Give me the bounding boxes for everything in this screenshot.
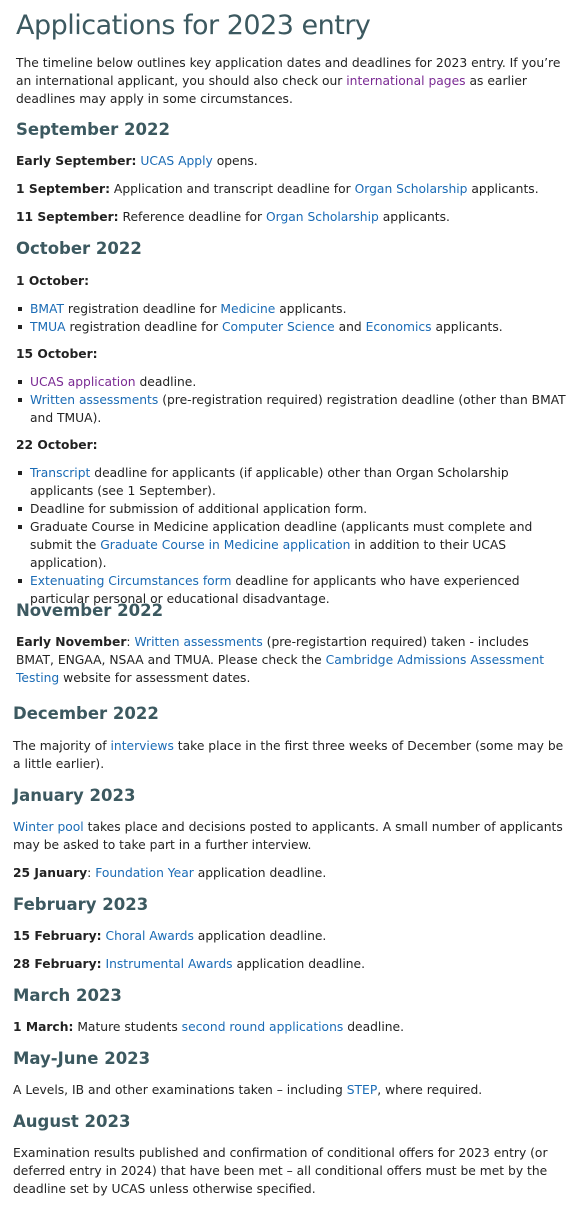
transcript-link[interactable]: Transcript bbox=[30, 466, 91, 480]
entry-text: Application and transcript deadline for bbox=[110, 182, 355, 196]
aug-paragraph: Examination results published and confirmation of conditional offers for 2023 entry (or deferred entry in 2024) that have been met – all conditional offers must be met by the deadline set by UCAS unless otherwise specified. bbox=[13, 1146, 548, 1196]
nov-early-november bbox=[16, 633, 566, 687]
feb-28-february bbox=[13, 955, 565, 973]
computer-science-link[interactable]: Computer Science bbox=[221, 320, 335, 334]
ucas-application-link[interactable]: UCAS application bbox=[30, 375, 136, 389]
entry-text: deadline. bbox=[343, 1020, 405, 1034]
intro-paragraph bbox=[16, 54, 561, 108]
organ-scholarship-link[interactable]: Organ Scholarship bbox=[265, 210, 379, 224]
entry-text: applicants. bbox=[275, 302, 347, 316]
intro-text: The timeline below outlines key application dates and deadlines for 2023 entry. If you’re an international applicant, you should also check our bbox=[16, 56, 561, 88]
entry-text: and bbox=[334, 320, 366, 334]
date-label: 1 October: bbox=[16, 274, 90, 288]
step-link[interactable]: STEP bbox=[346, 1083, 378, 1097]
heading-march-2023: March 2023 bbox=[13, 986, 122, 1005]
date-label: 22 October: bbox=[16, 438, 98, 452]
entry-text: : bbox=[126, 635, 135, 649]
entry-text: A Levels, IB and other examinations taken – including bbox=[13, 1083, 347, 1097]
date-label: 28 February: bbox=[13, 957, 102, 971]
instrumental-awards-link[interactable]: Instrumental Awards bbox=[105, 957, 233, 971]
oct-1-list bbox=[16, 300, 571, 336]
dec-paragraph bbox=[13, 737, 565, 773]
entry-text: takes place and decisions posted to applicants. A small number of applicants may be asked to take part in a further interview. bbox=[13, 820, 563, 852]
heading-november-2022: November 2022 bbox=[16, 601, 164, 620]
graduate-course-medicine-link[interactable]: Graduate Course in Medicine application bbox=[100, 538, 351, 552]
jan-25-january bbox=[13, 864, 565, 882]
written-assessments-link[interactable]: Written assessments bbox=[134, 635, 263, 649]
entry-text: application deadline. bbox=[193, 866, 327, 880]
entry-text: registration deadline for bbox=[65, 320, 222, 334]
economics-link[interactable]: Economics bbox=[365, 320, 432, 334]
date-label: Early November bbox=[16, 635, 127, 649]
list-item bbox=[16, 373, 571, 391]
date-label: 11 September: bbox=[16, 210, 119, 224]
oct-1-october bbox=[16, 272, 568, 290]
medicine-link[interactable]: Medicine bbox=[220, 302, 276, 316]
oct-15-october bbox=[16, 345, 568, 363]
entry-text: Mature students bbox=[73, 1020, 182, 1034]
entry-text: : bbox=[87, 866, 96, 880]
entry-text: applicants. bbox=[378, 210, 450, 224]
entry-text: (pre-registration required) registration deadline (other than BMAT and TMUA). bbox=[30, 393, 566, 425]
tmua-link[interactable]: TMUA bbox=[30, 320, 66, 334]
foundation-year-link[interactable]: Foundation Year bbox=[95, 866, 194, 880]
bmat-link[interactable]: BMAT bbox=[30, 302, 65, 316]
entry-text: , where required. bbox=[377, 1083, 483, 1097]
entry-text: applicants. bbox=[467, 182, 539, 196]
date-label: 15 October: bbox=[16, 347, 98, 361]
heading-may-june-2023: May-June 2023 bbox=[13, 1049, 151, 1068]
entry-text: applicants. bbox=[431, 320, 503, 334]
sep-11-september bbox=[16, 208, 568, 226]
jan-winter-pool bbox=[13, 818, 565, 854]
page-title: Applications for 2023 entry bbox=[16, 10, 371, 41]
entry-text: Reference deadline for bbox=[118, 210, 266, 224]
date-label: 1 March: bbox=[13, 1020, 74, 1034]
list-item bbox=[16, 464, 571, 500]
heading-august-2023: August 2023 bbox=[13, 1112, 131, 1131]
entry-text: in addition to their UCAS application). bbox=[30, 538, 507, 570]
caat-link[interactable]: Cambridge Admissions Assessment Testing bbox=[16, 653, 545, 685]
oct-15-list bbox=[16, 373, 571, 427]
date-label: 1 September: bbox=[16, 182, 110, 196]
entry-text: deadline. bbox=[135, 375, 197, 389]
ucas-apply-link[interactable]: UCAS Apply bbox=[140, 154, 213, 168]
heading-january-2023: January 2023 bbox=[13, 786, 136, 805]
heading-september-2022: September 2022 bbox=[16, 120, 170, 139]
winter-pool-link[interactable]: Winter pool bbox=[13, 820, 84, 834]
sep-early-september bbox=[16, 152, 568, 170]
entry-text: take place in the first three weeks of December (some may be a little earlier). bbox=[13, 739, 564, 771]
entry-text: deadline for applicants (if applicable) other than Organ Scholarship applicants (see 1 September). bbox=[30, 466, 509, 498]
heading-february-2023: February 2023 bbox=[13, 895, 149, 914]
written-assessments-link[interactable]: Written assessments bbox=[30, 393, 159, 407]
extenuating-circumstances-link[interactable]: Extenuating Circumstances form bbox=[30, 574, 232, 588]
intro-text-end: as earlier deadlines may apply in some circumstances. bbox=[16, 74, 527, 106]
entry-text: website for assessment dates. bbox=[59, 671, 251, 685]
date-label: 15 February: bbox=[13, 929, 102, 943]
may-june-paragraph bbox=[13, 1081, 565, 1099]
entry-text: deadline for applicants who have experienced particular personal or educational disadvantage. bbox=[30, 574, 520, 606]
interviews-link[interactable]: interviews bbox=[110, 739, 174, 753]
list-item bbox=[16, 300, 571, 318]
date-label: 25 January bbox=[13, 866, 88, 880]
date-label: Early September: bbox=[16, 154, 137, 168]
entry-text: (pre-registartion required) taken - includes BMAT, ENGAA, NSAA and TMUA. Please check the bbox=[16, 635, 529, 667]
sep-1-september bbox=[16, 180, 568, 198]
list-item bbox=[16, 318, 571, 336]
entry-text: application deadline. bbox=[232, 957, 366, 971]
heading-october-2022: October 2022 bbox=[16, 239, 142, 258]
entry-text: opens. bbox=[212, 154, 258, 168]
list-item bbox=[16, 500, 571, 518]
entry-text: Deadline for submission of additional application form. bbox=[30, 502, 368, 516]
list-item bbox=[16, 518, 571, 572]
international-pages-link[interactable]: international pages bbox=[346, 74, 466, 88]
entry-text: The majority of bbox=[13, 739, 111, 753]
choral-awards-link[interactable]: Choral Awards bbox=[105, 929, 194, 943]
second-round-applications-link[interactable]: second round applications bbox=[181, 1020, 344, 1034]
entry-text: application deadline. bbox=[193, 929, 327, 943]
heading-december-2022: December 2022 bbox=[13, 704, 159, 723]
oct-22-list bbox=[16, 464, 571, 608]
organ-scholarship-link[interactable]: Organ Scholarship bbox=[354, 182, 468, 196]
entry-text: registration deadline for bbox=[64, 302, 221, 316]
feb-15-february bbox=[13, 927, 565, 945]
entry-text: Graduate Course in Medicine application deadline (applicants must complete and submit the bbox=[30, 520, 533, 552]
oct-22-october bbox=[16, 436, 568, 454]
list-item bbox=[16, 391, 571, 427]
mar-1-march bbox=[13, 1018, 565, 1036]
